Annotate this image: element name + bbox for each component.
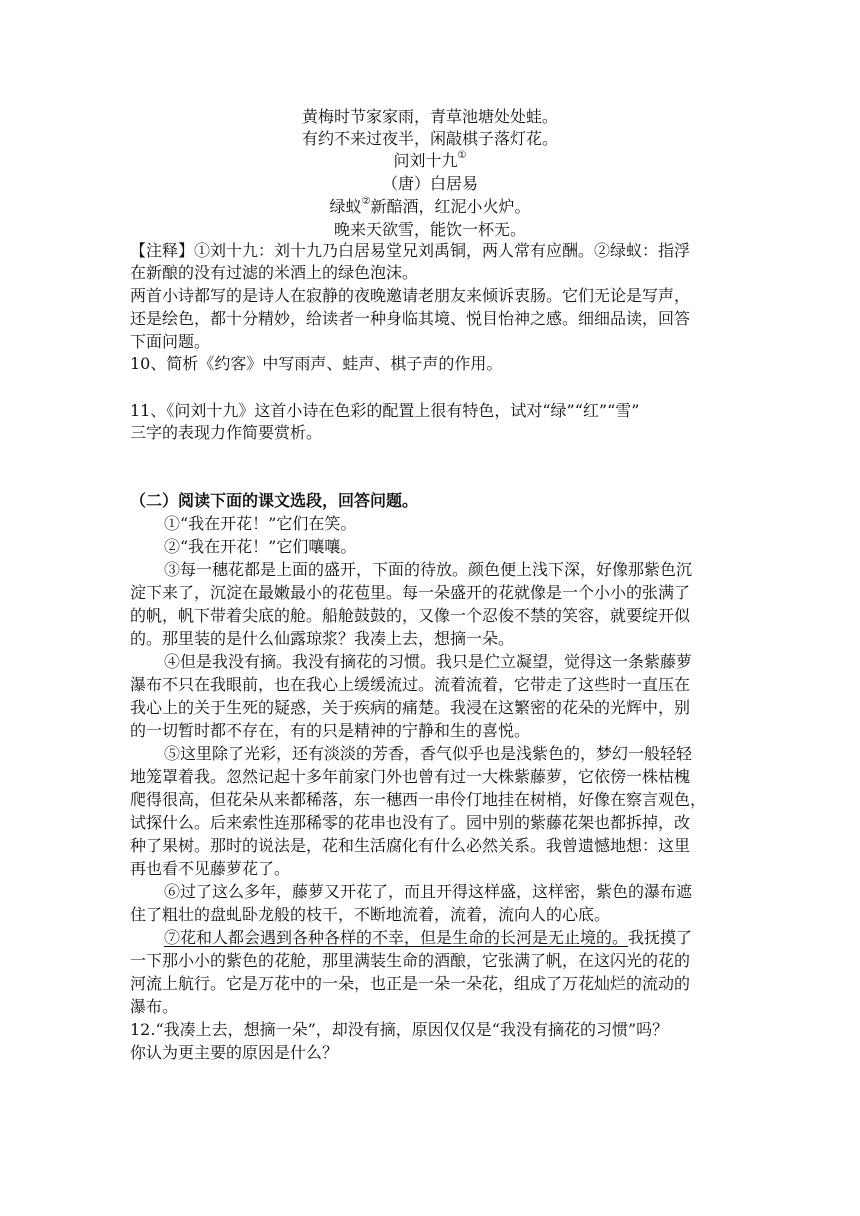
passage-p3-line1: ③每一穗花都是上面的盛开，下面的待放。颜色便上浅下深，好像那紫色沉 [164, 560, 693, 579]
passage-p6-line2: 住了粗壮的盘虬卧龙般的枝干，不断地流着，流着，流向人的心底。 [130, 905, 611, 924]
passage-p7-line1-rest: 我抚摸了 [628, 928, 693, 947]
intro-line1: 两首小诗都写的是诗人在寂静的夜晚邀请老朋友来倾诉衷肠。它们无论是写声， [130, 286, 691, 305]
passage-p7-line1 [164, 927, 692, 949]
passage-p5-line3: 爬得很高，但花朵从来都稀落，东一穗西一串伶仃地挂在树梢，好像在察言观色， [130, 790, 707, 809]
poem2-title-text: 问刘十九 [393, 151, 458, 170]
passage-p1: ①“我在开花！”它们在笑。 [164, 514, 357, 533]
question-12-line2: 你认为更主要的原因是什么？ [130, 1043, 339, 1062]
passage-p3-line4: 的。那里装的是什么仙露琼浆？我凑上去，想摘一朵。 [130, 629, 515, 648]
passage-p5-line2: 地笼罩着我。忽然记起十多年前家门外也曾有过一大株紫藤萝，它依傍一株枯槐 [130, 767, 691, 786]
question-10: 10、简析《约客》中写雨声、蛙声、棋子声的作用。 [130, 354, 503, 373]
intro-line3: 下面问题。 [130, 332, 211, 351]
passage-p6-line1: ⑥过了这么多年，藤萝又开花了，而且开得这样盛，这样密，紫色的瀑布遮 [164, 882, 693, 901]
footnote-mark-2: ② [361, 195, 371, 207]
passage-p3-line2: 淀下来了，沉淀在最嫩最小的花苞里。每一朵盛开的花就像是一个小小的张满了 [130, 583, 691, 602]
passage-p5-line6: 再也看不见藤萝花了。 [130, 859, 291, 878]
poem2-line1 [0, 196, 860, 218]
passage-p4-line1: ④但是我没有摘。我没有摘花的习惯。我只是伫立凝望，觉得这一条紫藤萝 [164, 652, 693, 671]
question-12-line1: 12.“我凑上去，想摘一朵”，却没有摘，原因仅仅是“我没有摘花的习惯”吗？ [130, 1020, 669, 1039]
passage-p4-line4: 的一切暂时都不存在，有的只是精神的宁静和生的喜悦。 [130, 721, 531, 740]
poem2-author: （唐）白居易 [381, 174, 478, 193]
question-11-line2: 三字的表现力作简要赏析。 [130, 423, 323, 442]
section-2-heading: （二）阅读下面的课文选段，回答问题。 [130, 491, 419, 510]
poem1-line2: 有约不来过夜半，闲敲棋子落灯花。 [301, 129, 558, 148]
passage-p7-line3: 河流上航行。它是万花中的一朵，也正是一朵一朵花，组成了万花灿烂的流动的 [130, 974, 691, 993]
passage-p2: ②“我在开花！”它们嚷嚷。 [164, 537, 357, 556]
poem2-title [0, 150, 860, 172]
passage-p5-line4: 试探什么。后来索性连那稀零的花串也没有了。园中别的紫藤花架也都拆掉，改 [130, 813, 691, 832]
notes-line1: 【注释】①刘十九：刘十九乃白居易堂兄刘禹铜，两人常有应酬。②绿蚁：指浮 [130, 241, 691, 260]
passage-p4-line3: 我心上的关于生死的疑惑，关于疾病的痛楚。我浸在这繁密的花朵的光辉中，别 [130, 698, 691, 717]
passage-p4-line2: 瀑布不只在我眼前，也在我心上缓缓流过。流着流着，它带走了这些时一直压在 [130, 675, 691, 694]
question-11-line1: 11、《问刘十九》这首小诗在色彩的配置上很有特色，试对“绿”“红”“雪” [130, 401, 640, 420]
passage-p7-line2: 一下那小小的紫色的花舱，那里满装生命的酒酿，它张满了帆，在这闪光的花的 [130, 951, 691, 970]
passage-p7-line4: 瀑布。 [130, 997, 179, 1016]
footnote-mark-1: ① [457, 149, 467, 161]
passage-p3-line3: 的帆，帆下带着尖底的舱。船舱鼓鼓的，又像一个忍俊不禁的笑容，就要绽开似 [130, 606, 691, 625]
poem2-line1-b: 新醅酒，红泥小火炉。 [370, 197, 531, 216]
poem1-line1: 黄梅时节家家雨，青草池塘处处蛙。 [301, 107, 558, 126]
passage-p5-line1: ⑤这里除了光彩，还有淡淡的芳香，香气似乎也是浅紫色的，梦幻一般轻轻 [164, 744, 693, 763]
notes-line2: 在新酿的没有过滤的米酒上的绿色泡沫。 [130, 263, 419, 282]
poem2-line2: 晚来天欲雪，能饮一杯无。 [333, 220, 526, 239]
passage-p5-line5: 种了果树。那时的说法是，花和生活腐化有什么必然关系。我曾遗憾地想：这里 [130, 836, 691, 855]
poem2-line1-a: 绿蚁 [329, 197, 362, 216]
intro-line2: 还是绘色，都十分精妙，给读者一种身临其境、悦目怡神之感。细细品读，回答 [130, 309, 691, 328]
underlined-sentence: ⑦花和人都会遇到各种各样的不幸，但是生命的长河是无止境的。 [164, 928, 629, 947]
